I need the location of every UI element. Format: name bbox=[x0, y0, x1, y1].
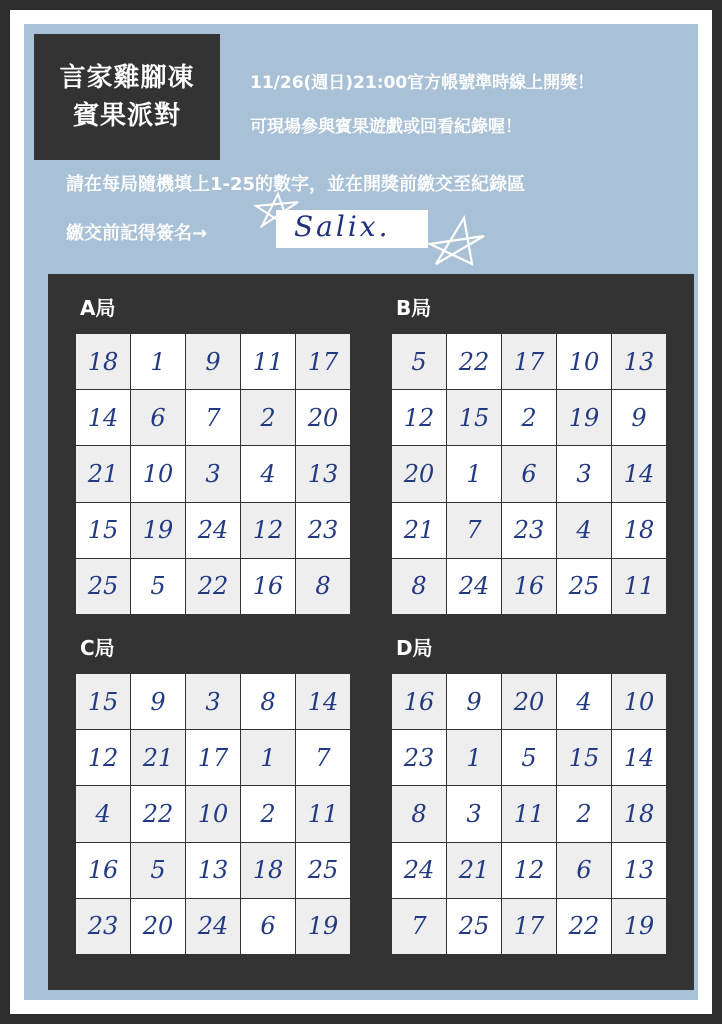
title-line-2: 賓果派對 bbox=[72, 101, 181, 131]
bingo-cell[interactable]: 8 bbox=[296, 559, 350, 614]
bingo-cell[interactable]: 18 bbox=[612, 786, 666, 841]
bingo-cell[interactable]: 17 bbox=[502, 334, 556, 389]
bingo-cell[interactable]: 15 bbox=[557, 730, 611, 785]
bingo-cell[interactable]: 11 bbox=[241, 334, 295, 389]
bingo-cell[interactable]: 15 bbox=[76, 674, 130, 729]
bingo-cell[interactable]: 19 bbox=[296, 899, 350, 954]
bingo-cell[interactable]: 15 bbox=[447, 390, 501, 445]
bingo-cell[interactable]: 5 bbox=[131, 559, 185, 614]
bingo-cell[interactable]: 3 bbox=[557, 446, 611, 501]
bingo-cell[interactable]: 15 bbox=[76, 503, 130, 558]
round-label-c: C局 bbox=[80, 636, 115, 660]
bingo-cell[interactable]: 8 bbox=[392, 559, 446, 614]
bingo-grid-d bbox=[392, 674, 666, 954]
bingo-cell[interactable]: 14 bbox=[612, 730, 666, 785]
bingo-cell[interactable]: 6 bbox=[502, 446, 556, 501]
bingo-cell[interactable]: 18 bbox=[612, 503, 666, 558]
bingo-cell[interactable]: 20 bbox=[131, 899, 185, 954]
bingo-cell[interactable]: 12 bbox=[241, 503, 295, 558]
bingo-cell[interactable]: 4 bbox=[76, 786, 130, 841]
bingo-cell[interactable]: 25 bbox=[447, 899, 501, 954]
bingo-grid-c bbox=[76, 674, 350, 954]
bingo-cell[interactable]: 24 bbox=[186, 503, 240, 558]
bingo-cell[interactable]: 2 bbox=[502, 390, 556, 445]
bingo-cell[interactable]: 19 bbox=[131, 503, 185, 558]
bingo-cell[interactable]: 23 bbox=[392, 730, 446, 785]
bingo-cell[interactable]: 7 bbox=[186, 390, 240, 445]
bingo-cell[interactable]: 23 bbox=[296, 503, 350, 558]
bingo-cell[interactable]: 5 bbox=[502, 730, 556, 785]
title-box bbox=[34, 34, 220, 160]
bingo-cell[interactable]: 22 bbox=[186, 559, 240, 614]
bingo-cell[interactable]: 11 bbox=[296, 786, 350, 841]
bingo-cell[interactable]: 2 bbox=[557, 786, 611, 841]
bingo-cell[interactable]: 14 bbox=[612, 446, 666, 501]
bingo-cell[interactable]: 6 bbox=[131, 390, 185, 445]
bingo-cell[interactable]: 1 bbox=[447, 730, 501, 785]
bingo-cell[interactable]: 16 bbox=[76, 843, 130, 898]
instruction-text: 請在每局隨機填上1-25的數字，並在開獎前繳交至紀錄區 bbox=[66, 174, 526, 195]
replay-notice: 可現場參與賓果遊戲或回看紀錄喔！ bbox=[250, 117, 522, 137]
bingo-cell[interactable]: 22 bbox=[447, 334, 501, 389]
bingo-cell[interactable]: 18 bbox=[76, 334, 130, 389]
bingo-cell[interactable]: 1 bbox=[241, 730, 295, 785]
bingo-cell[interactable]: 24 bbox=[186, 899, 240, 954]
bingo-cell[interactable]: 16 bbox=[502, 559, 556, 614]
bingo-cell[interactable]: 24 bbox=[392, 843, 446, 898]
bingo-cell[interactable]: 22 bbox=[557, 899, 611, 954]
bingo-grid-b bbox=[392, 334, 666, 614]
bingo-cell[interactable]: 17 bbox=[186, 730, 240, 785]
bingo-cell[interactable]: 3 bbox=[186, 446, 240, 501]
bingo-cell[interactable]: 24 bbox=[447, 559, 501, 614]
bingo-cell[interactable]: 23 bbox=[76, 899, 130, 954]
bingo-cell[interactable]: 18 bbox=[241, 843, 295, 898]
bingo-cell[interactable]: 3 bbox=[447, 786, 501, 841]
bingo-cell[interactable]: 8 bbox=[392, 786, 446, 841]
bingo-cell[interactable]: 12 bbox=[392, 390, 446, 445]
bingo-cell[interactable]: 13 bbox=[612, 843, 666, 898]
bingo-cell[interactable]: 17 bbox=[502, 899, 556, 954]
bingo-cell[interactable]: 7 bbox=[392, 899, 446, 954]
bingo-cell[interactable]: 4 bbox=[557, 503, 611, 558]
doodle-star-icon bbox=[428, 214, 488, 268]
bingo-cell[interactable]: 11 bbox=[502, 786, 556, 841]
bingo-cell[interactable]: 10 bbox=[186, 786, 240, 841]
bingo-cell[interactable]: 14 bbox=[76, 390, 130, 445]
signature-text: Salix. bbox=[294, 210, 391, 243]
bingo-cell[interactable]: 1 bbox=[447, 446, 501, 501]
bingo-cell[interactable]: 9 bbox=[131, 674, 185, 729]
bingo-cell[interactable]: 14 bbox=[296, 674, 350, 729]
round-label-a: A局 bbox=[80, 296, 116, 320]
bingo-cell[interactable]: 3 bbox=[186, 674, 240, 729]
round-label-d: D局 bbox=[396, 636, 433, 660]
bingo-cell[interactable]: 2 bbox=[241, 786, 295, 841]
bingo-cell[interactable]: 21 bbox=[447, 843, 501, 898]
bingo-cell[interactable]: 21 bbox=[76, 446, 130, 501]
bingo-cell[interactable]: 8 bbox=[241, 674, 295, 729]
bingo-cell[interactable]: 7 bbox=[447, 503, 501, 558]
bingo-cell[interactable]: 17 bbox=[296, 334, 350, 389]
bingo-cell[interactable]: 1 bbox=[131, 334, 185, 389]
sheet-background bbox=[24, 24, 698, 1000]
bingo-cell[interactable]: 11 bbox=[612, 559, 666, 614]
bingo-cell[interactable]: 5 bbox=[131, 843, 185, 898]
bingo-cell[interactable]: 16 bbox=[241, 559, 295, 614]
bingo-cell[interactable]: 25 bbox=[296, 843, 350, 898]
bingo-cell[interactable]: 9 bbox=[612, 390, 666, 445]
bingo-cell[interactable]: 6 bbox=[241, 899, 295, 954]
bingo-sheet bbox=[10, 10, 712, 1014]
bingo-cell[interactable]: 4 bbox=[557, 674, 611, 729]
bingo-cell[interactable]: 20 bbox=[392, 446, 446, 501]
bingo-cell[interactable]: 9 bbox=[186, 334, 240, 389]
bingo-cell[interactable]: 19 bbox=[612, 899, 666, 954]
bingo-cell[interactable]: 7 bbox=[296, 730, 350, 785]
bingo-cell[interactable]: 10 bbox=[131, 446, 185, 501]
bingo-panel bbox=[48, 274, 694, 990]
bingo-cell[interactable]: 10 bbox=[557, 334, 611, 389]
round-label-b: B局 bbox=[396, 296, 432, 320]
bingo-cell[interactable]: 20 bbox=[502, 674, 556, 729]
bingo-grid-a bbox=[76, 334, 350, 614]
bingo-cell[interactable]: 12 bbox=[502, 843, 556, 898]
bingo-cell[interactable]: 5 bbox=[392, 334, 446, 389]
draw-time-notice: 11/26(週日)21:00官方帳號準時線上開獎！ bbox=[250, 73, 595, 93]
bingo-cell[interactable]: 12 bbox=[76, 730, 130, 785]
bingo-cell[interactable]: 20 bbox=[296, 390, 350, 445]
bingo-cell[interactable]: 6 bbox=[557, 843, 611, 898]
bingo-cell[interactable]: 22 bbox=[131, 786, 185, 841]
bingo-cell[interactable]: 13 bbox=[612, 334, 666, 389]
bingo-cell[interactable]: 19 bbox=[557, 390, 611, 445]
signature-box[interactable] bbox=[276, 210, 428, 248]
bingo-cell[interactable]: 13 bbox=[296, 446, 350, 501]
bingo-cell[interactable]: 4 bbox=[241, 446, 295, 501]
bingo-cell[interactable]: 16 bbox=[392, 674, 446, 729]
bingo-cell[interactable]: 9 bbox=[447, 674, 501, 729]
bingo-cell[interactable]: 25 bbox=[76, 559, 130, 614]
bingo-cell[interactable]: 23 bbox=[502, 503, 556, 558]
sign-prompt: 繳交前記得簽名→ bbox=[66, 223, 208, 244]
bingo-cell[interactable]: 21 bbox=[131, 730, 185, 785]
bingo-cell[interactable]: 13 bbox=[186, 843, 240, 898]
title-line-1: 言家雞腳凍 bbox=[59, 63, 195, 93]
bingo-cell[interactable]: 25 bbox=[557, 559, 611, 614]
bingo-cell[interactable]: 10 bbox=[612, 674, 666, 729]
bingo-cell[interactable]: 2 bbox=[241, 390, 295, 445]
bingo-cell[interactable]: 21 bbox=[392, 503, 446, 558]
